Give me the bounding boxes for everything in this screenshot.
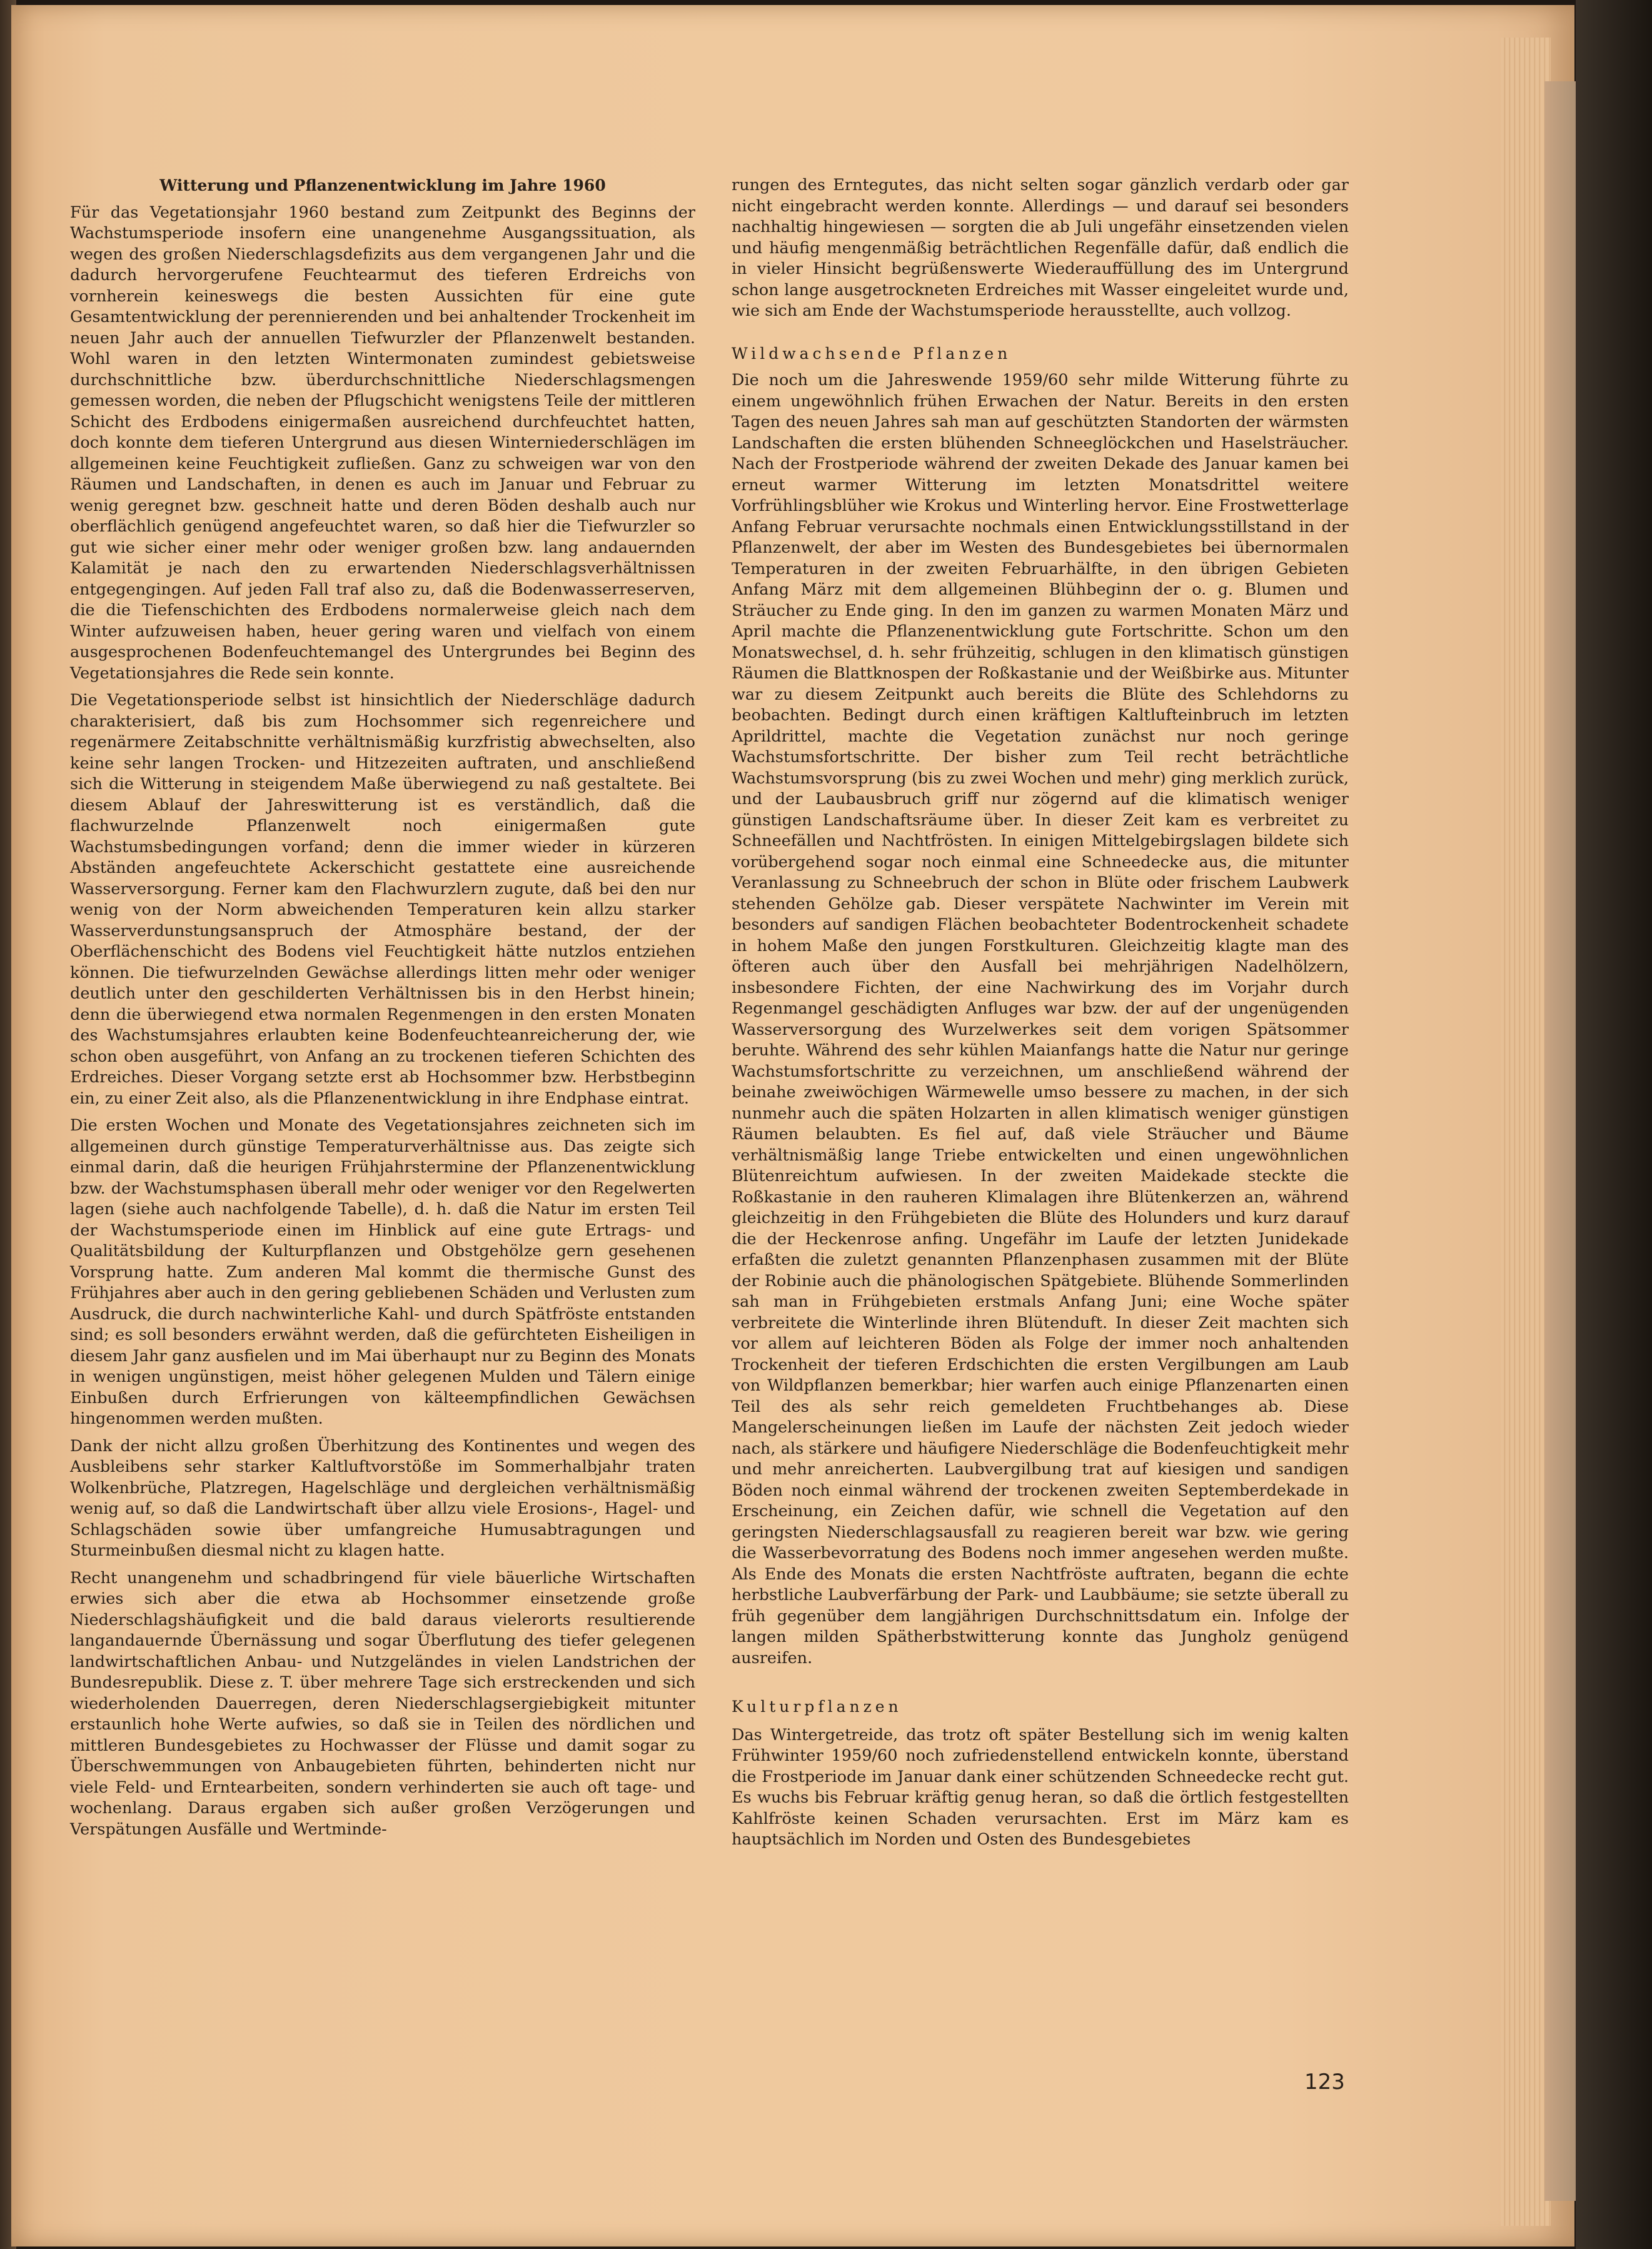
- paragraph: Die noch um die Jahreswende 1959/60 sehr milde Witterung führte zu einem ungewöhnlich frühen Erwachen der Natur. Bereits in den ersten Tagen des neuen Jahres sah man auf geschützten Standorten der wärmsten Landschaften die ersten blühenden Schneeglöckchen und Haselsträucher. Nach der Frostperiode während der zweiten Dekade des Januar kamen bei erneut warmer Witterung im letzten Monatsdrittel weitere Vorfrühlingsblüher wie Krokus und Winterling hervor. Eine Frostwetterlage Anfang Februar verursachte nochmals einen Entwicklungsstillstand in der Pflanzenwelt, der aber im Westen des Bundesgebietes bei übernormalen Temperaturen in der zweiten Februarhälfte, in den übrigen Gebieten Anfang März mit dem allgemeinen Blühbeginn der o. g. Blumen und Sträucher zu Ende ging. In den im ganzen zu warmen Monaten März und April machte die Pflanzenentwicklung gute Fortschritte. Schon um den Monatswechsel, d. h. sehr frühzeitig, schlugen in den klimatisch günstigen Räumen die Blattknospen der Roßkastanie und der Weißbirke aus. Mitunter war zu diesem Zeitpunkt auch bereits die Blüte des Schlehdorns zu beobachten. Bedingt durch einen kräftigen Kaltlufteinbruch im letzten Aprildrittel, machte die Vegetation zunächst nur noch geringe Wachstumsfortschritte. Der bisher zum Teil recht beträchtliche Wachstumsvorsprung (bis zu zwei Wochen und mehr) ging merklich zurück, und der Laubausbruch griff nur zögernd auf die klimatisch weniger günstigen Landschaftsräume über. In dieser Zeit kam es verbreitet zu Schneefällen und Nachtfrösten. In einigen Mittelgebirgslagen bildete sich vorübergehend sogar noch einmal eine Schneedecke aus, die mitunter Veranlassung zu Schneebruch der schon in Blüte oder frischem Laubwerk stehenden Gehölze gab. Dieser verspätete Nachwinter im Verein mit besonders auf sandigen Flächen beobachteter Bodentrockenheit schadete in hohem Maße den jungen Forstkulturen. Gleichzeitig klagte man des öfteren auch über den Ausfall bei mehrjährigen Nadelhölzern, insbesondere Fichten, der eine Nachwirkung des im Vorjahr durch Regenmangel geschädigten Anfluges war bzw. der auf der ungenügenden Wasserversorgung des Wurzelwerkes seit dem vorigen Spätsommer beruhte. Während des sehr kühlen Maianfangs hatte die Natur nur geringe Wachstumsfortschritte zu verzeichnen, um anschließend während der beinahe zweiwöchigen Wärmewelle umso bessere zu machen, in der sich nunmehr auch die späten Holzarten in allen klimatisch weniger günstigen Räumen belaubten. Es fiel auf, daß viele Sträucher und Bäume verhältnismäßig lange Triebe entwickelten und einen ungewöhnlichen Blütenreichtum aufwiesen. In der zweiten Maidekade steckte die Roßkastanie in den rauheren Klimalagen ihre Blütenkerzen an, während gleichzeitig in den Frühgebieten die Blüte des Holunders und kurz darauf die der Heckenrose anfing. Ungefähr im Laufe der letzten Junidekade erfaßten die zuletzt genannten Pflanzenphasen zusammen mit der Blüte der Robinie auch die phänologischen Spätgebiete. Blühende Sommerlinden sah man in Frühgebieten erstmals Anfang Juni; eine Woche später verbreitete die Winterlinde ihren Blütenduft. In dieser Zeit machten sich vor allem auf leichteren Böden als Folge der immer noch anhaltenden Trockenheit der tieferen Erdschichten die ersten Vergilbungen am Laub von Wildpflanzen bemerkbar; hier warfen auch einige Pflanzenarten einen Teil des als sehr reich gemeldeten Fruchtbehanges ab. Diese Mangelerscheinungen ließen im Laufe der nächsten Zeit jedoch wieder nach, als stärkere und häufigere Niederschläge die Bodenfeuchtigkeit mehr und mehr anreicherten. Laubvergilbung trat auf kiesigen und sandigen Böden noch einmal während der trockenen zweiten Septemberdekade in Erscheinung, ein Zeichen dafür, wie schnell die Vegetation auf den geringsten Niederschlagsausfall zu reagieren bereit war bzw. wie gering die Wasserbevorratung des Bodens noch immer angesehen werden mußte. Als Ende des Monats die ersten Nachtfröste auftraten, begann die echte herbstliche Laubverfärbung der Park- und Laubbäume; sie setzte überall zu früh gegenüber dem langjährigen Durchschnittsdatum ein. Infolge der langen milden Spätherbstwitterung konnte das Jungholz genügend ausreifen.: [732, 371, 1349, 1668]
- paragraph: Für das Vegetationsjahr 1960 bestand zum Zeitpunkt des Beginns der Wachstumsperiode insofern eine unangenehme Ausgangssituation, als wegen des großen Niederschlagsdefizits aus dem vergangenen Jahr und die dadurch hervorgerufene Feuchtearmut des tieferen Erdreichs von vornherein keineswegs die besten Aussichten für eine gute Gesamtentwicklung der perennierenden und bei anhaltender Trockenheit im neuen Jahr auch der annuellen Tiefwurzler der Pflanzenwelt bestanden. Wohl waren in den letzten Wintermonaten zumindest gebietsweise durchschnittliche bzw. überdurchschnittliche Niederschlagsmengen gemessen worden, die neben der Pflugschicht wenigstens Teile der mittleren Schicht des Erdbodens einigermaßen ausreichend durchfeuchtet hatten, doch konnte dem tieferen Untergrund aus diesen Winterniederschlägen im allgemeinen keine Feuchtigkeit zufließen. Ganz zu schweigen war von den Räumen und Landschaften, in denen es auch im Januar und Februar zu wenig geregnet bzw. geschneit hatte und deren Böden deshalb auch nur oberflächlich genügend angefeuchtet waren, so daß hier die Tiefwurzler so gut wie sicher einer mehr oder weniger großen bzw. lang andauernden Kalamität je nach den zu erwartenden Niederschlagsverhältnissen entgegengingen. Auf jeden Fall traf also zu, daß die Bodenwasserreserven, die die Tiefenschichten des Erdbodens normalerweise gleich nach dem Winter aufzuweisen haben, heuer gering waren und vielfach von einem ausgesprochenen Bodenfeuchtemangel des Untergrundes bei Beginn des Vegetationsjahres die Rede sein konnte.: [70, 203, 695, 683]
- paragraph: Dank der nicht allzu großen Überhitzung des Kontinentes und wegen des Ausbleibens sehr starker Kaltluftvorstöße im Sommerhalbjahr traten Wolkenbrüche, Platzregen, Hagelschläge und dergleichen verhältnismäßig wenig auf, so daß die Landwirtschaft über allzu viele Erosions-, Hagel- und Schlagschäden sowie über umfangreiche Humusabtragungen und Sturmeinbußen diesmal nicht zu klagen hatte.: [70, 1436, 695, 1560]
- page-edges: [1501, 38, 1551, 2226]
- page-number: 123: [1304, 2070, 1345, 2095]
- paragraph: Recht unangenehm und schadbringend für viele bäuerliche Wirtschaften erwies sich aber die etwa ab Hochsommer einsetzende große Niederschlagshäufigkeit und die bald daraus vielerorts resultierende langandauernde Übernässung und sogar Überflutung des tiefer gelegenen landwirtschaftlichen Anbau- und Nutzgeländes in vielen Landstrichen der Bundesrepublik. Diese z. T. über mehrere Tage sich erstreckenden und sich wiederholenden Dauerregen, deren Niederschlagsergiebigkeit mitunter erstaunlich hohe Werte aufwies, so daß sie in Teilen des nördlichen und mittleren Bundesgebietes zu Hochwasser der Flüsse und damit sogar zu Überschwemmungen von Anbaugebieten führten, behinderten nicht nur viele Feld- und Erntearbeiten, sondern verhinderten sie auch oft tage- und wochenlang. Daraus ergaben sich außer großen Verzögerungen und Verspätungen Ausfälle und Wertminde-: [70, 1568, 695, 1839]
- paragraph: rungen des Erntegutes, das nicht selten sogar gänzlich verdarb oder gar nicht eingebracht werden konnte. Allerdings — und darauf sei besonders nachhaltig hingewiesen — sorgten die ab Juli ungefähr einsetzenden vielen und häufig mengenmäßig beträchtlichen Regenfälle dafür, daß endlich die in vieler Hinsicht begrüßenswerte Wiederauffüllung des im Untergrund schon lange ausgetrockneten Erdreiches mit Wasser eingeleitet wurde und, wie sich am Ende der Wachstumsperiode herausstellte, auch vollzog.: [732, 176, 1349, 320]
- section-heading-wild: Wildwachsende Pflanzen: [732, 344, 1012, 363]
- book-cover-board: [1576, 0, 1652, 2249]
- paragraph: Die Vegetationsperiode selbst ist hinsichtlich der Niederschläge dadurch charakterisiert, daß bis zum Hochsommer sich regenreichere und regenärmere Zeitabschnitte verhältnismäßig kurzfristig abwechselten, also keine sehr langen Trocken- und Hitzezeiten auftraten, und anschließend sich die Witterung in steigendem Maße überwiegend zu naß gestaltete. Bei diesem Ablauf der Jahreswitterung ist es verständlich, daß die flachwurzelnde Pflanzenwelt noch einigermaßen gute Wachstumsbedingungen vorfand; denn die immer wieder in kürzeren Abständen angefeuchtete Ackerschicht gestattete eine ausreichende Wasserversorgung. Ferner kam den Flachwurzlern zugute, daß bei den nur wenig von der Norm abweichenden Temperaturen kein allzu starker Wasserverdunstungsanspruch der Atmosphäre bestand, der der Oberflächenschicht des Bodens viel Feuchtigkeit hätte nutzlos entziehen können. Die tiefwurzelnden Gewächse allerdings litten mehr oder weniger deutlich unter den geschilderten Verhältnissen bis in den Herbst hinein; denn die überwiegend etwa normalen Regenmengen in den ersten Monaten des Wachstumsjahres erlaubten keine Bodenfeuchteanreicherung der, wie schon oben ausgeführt, von Anfang an zu trockenen tieferen Schichten des Erdreiches. Dieser Vorgang setzte erst ab Hochsommer bzw. Herbstbeginn ein, zu einer Zeit also, als die Pflanzenentwicklung in ihre Endphase eintrat.: [70, 691, 695, 1108]
- left-column: [70, 175, 695, 1840]
- paragraph: Das Wintergetreide, das trotz oft später Bestellung sich im wenig kalten Frühwinter 1959/60 noch zufriedenstellend entwickeln konnte, überstand die Frostperiode im Januar dank einer schützenden Schneedecke recht gut. Es wuchs bis Februar kräftig genug heran, so daß die örtlich festgestellten Kahlfröste keinen Schaden verursachten. Erst im März kam es hauptsächlich im Norden und Osten des Bundesgebietes: [732, 1725, 1349, 1849]
- section-heading-kultur: Kulturpflanzen: [732, 1698, 902, 1716]
- paragraph: Die ersten Wochen und Monate des Vegetationsjahres zeichneten sich im allgemeinen durch günstige Temperaturverhältnisse aus. Das zeigte sich einmal darin, daß die heurigen Frühjahrstermine der Pflanzenentwicklung bzw. der Wachstumsphasen überall mehr oder weniger vor den Regelwerten lagen (siehe auch nachfolgende Tabelle), d. h. daß die Natur im ersten Teil der Wachstumsperiode einen im Hinblick auf eine gute Ertrags- und Qualitätsbildung der Kulturpflanzen und Obstgehölze gern gesehenen Vorsprung hatte. Zum anderen Mal kommt die thermische Gunst des Frühjahres aber auch in den gering gebliebenen Schäden und Verlusten zum Ausdruck, die durch nachwinterliche Kahl- und durch Spätfröste entstanden sind; es soll besonders erwähnt werden, daß die gefürchteten Eisheiligen in diesem Jahr ganz ausfielen und im Mai überhaupt nur zu Beginn des Monats in wenigen ungünstigen, meist höher gelegenen Mulden und Tälern einige Einbußen durch Erfrierungen von kälteempfindlichen Gewächsen hingenommen werden mußten.: [70, 1116, 695, 1428]
- article-title: Witterung und Pflanzenentwicklung im Jahre 1960: [159, 176, 606, 194]
- right-column: [732, 175, 1349, 1851]
